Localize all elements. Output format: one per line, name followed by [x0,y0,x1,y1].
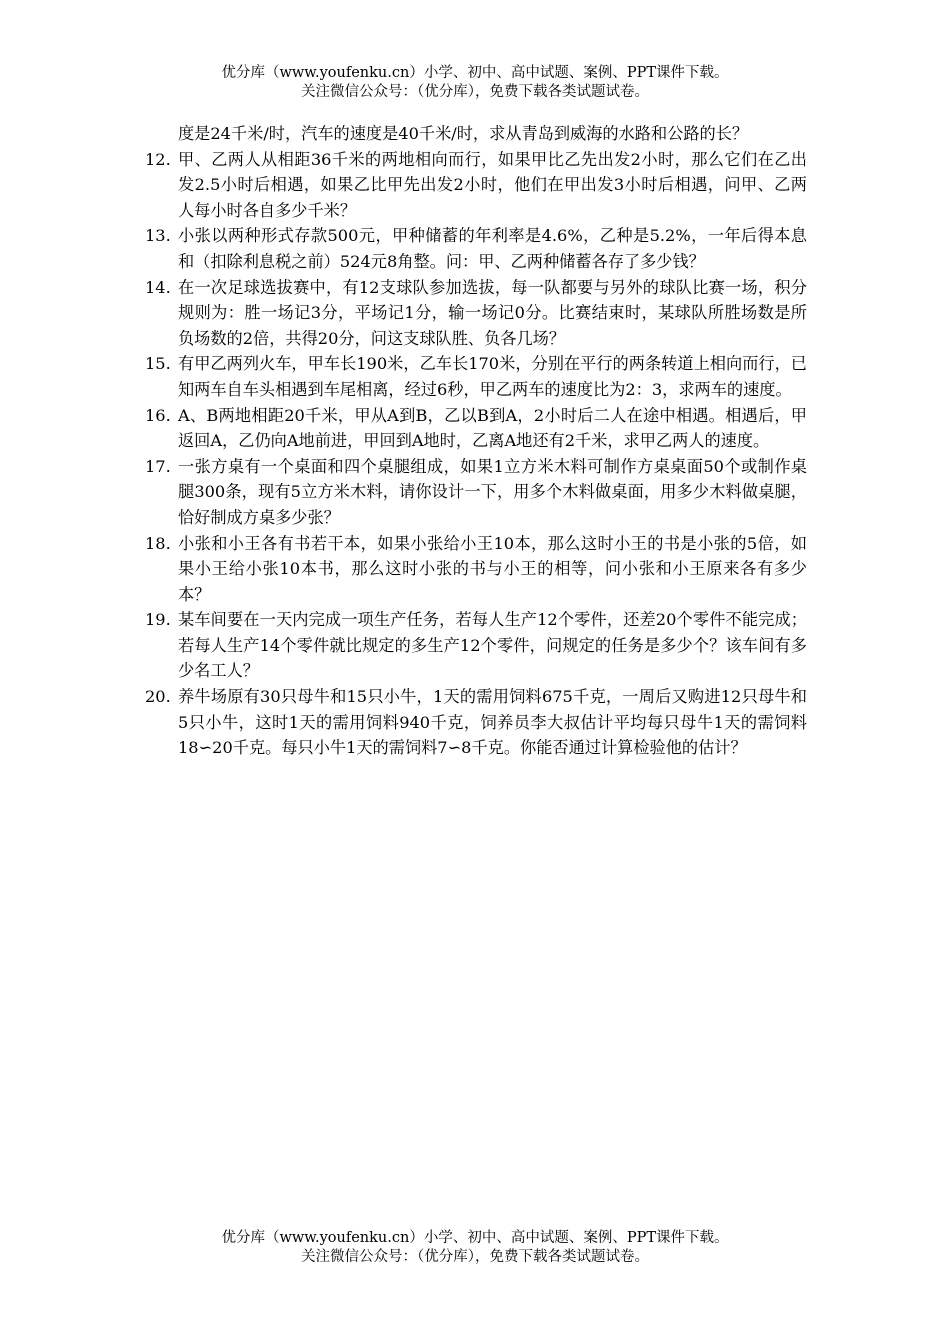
problem-14 [145,275,807,352]
problem-text: 有甲乙两列火车，甲车长190米，乙车长170米，分别在平行的两条转道上相向而行，已知两车自车头相遇到车尾相离，经过6秒，甲乙两车的速度比为2：3，求两车的速度。 [178,354,807,399]
page-header [0,64,950,102]
document-body [145,121,807,761]
problem-list [145,147,807,761]
problem-text: 养牛场原有30只母牛和15只小牛，1天的需用饲料675千克，一周后又购进12只母牛和5只小牛，这时1天的需用饲料940千克，饲养员李大叔估计平均每只母牛1天的需饲料18∽20千克。每只小牛1天的需饲料7∽8千克。你能否通过计算检验他的估计？ [178,687,807,758]
problem-text: 一张方桌有一个桌面和四个桌腿组成，如果1立方米木料可制作方桌桌面50个或制作桌腿300条，现有5立方米木料，请你设计一下，用多个木料做桌面，用多少木料做桌腿，恰好制成方桌多少张？ [178,456,807,527]
problem-text: 某车间要在一天内完成一项生产任务，若每人生产12个零件，还差20个零件不能完成；若每人生产14个零件就比规定的多生产12个零件，问规定的任务是多少个？该车间有多少名工人？ [178,610,807,681]
problem-number: 17. [145,456,171,476]
problem-text: 在一次足球选拔赛中，有12支球队参加选拔，每一队都要与另外的球队比赛一场，积分规则为：胜一场记3分，平场记1分，输一场记0分。比赛结束时，某球队所胜场数是所负场数的2倍，共得20分，问这支球队胜、负各几场？ [178,277,807,348]
problem-12 [145,147,807,224]
problem-16 [145,403,807,454]
header-line-2: 关注微信公众号：（优分库），免费下载各类试题试卷。 [301,84,649,100]
problem-text: 小张和小王各有书若干本，如果小张给小王10本，那么这时小王的书是小张的5倍，如果小王给小张10本书，那么这时小张的书与小王的相等，问小张和小王原来各有多少本？ [178,533,807,604]
problem-number: 18. [145,533,171,553]
problem-15 [145,351,807,402]
footer-line-2: 关注微信公众号：（优分库），免费下载各类试题试卷。 [301,1249,649,1265]
problem-17 [145,454,807,531]
page-footer [0,1229,950,1267]
problem-number: 15. [145,354,171,374]
problem-number: 12. [145,149,171,169]
problem-18 [145,531,807,608]
problem-text: 小张以两种形式存款500元，甲种储蓄的年利率是4.6%，乙种是5.2%，一年后得本息和（扣除利息税之前）524元8角整。问：甲、乙两种储蓄各存了多少钱？ [178,226,807,271]
problem-text: 甲、乙两人从相距36千米的两地相向而行，如果甲比乙先出发2小时，那么它们在乙出发2.5小时后相遇，如果乙比甲先出发2小时，他们在甲出发3小时后相遇，问甲、乙两人每小时各自多少千米？ [178,149,807,220]
problem-number: 16. [145,405,171,425]
problem-19 [145,607,807,684]
footer-line-1: 优分库（www.youfenku.cn）小学、初中、高中试题、案例、PPT课件下载。 [221,1230,729,1246]
problem-text: A、B两地相距20千米，甲从A到B，乙以B到A，2小时后二人在途中相遇。相遇后，甲返回A，乙仍向A地前进，甲回到A地时，乙离A地还有2千米，求甲乙两人的速度。 [178,405,807,451]
problem-number: 14. [145,277,171,297]
problem-13 [145,223,807,274]
problem-number: 13. [145,226,171,246]
problem-11-continuation: 度是24千米/时，汽车的速度是40千米/时，求从青岛到威海的水路和公路的长？ [178,124,749,143]
problem-number: 20. [145,687,171,707]
problem-number: 19. [145,610,171,630]
header-line-1: 优分库（www.youfenku.cn）小学、初中、高中试题、案例、PPT课件下载。 [221,65,729,81]
problem-20 [145,684,807,761]
